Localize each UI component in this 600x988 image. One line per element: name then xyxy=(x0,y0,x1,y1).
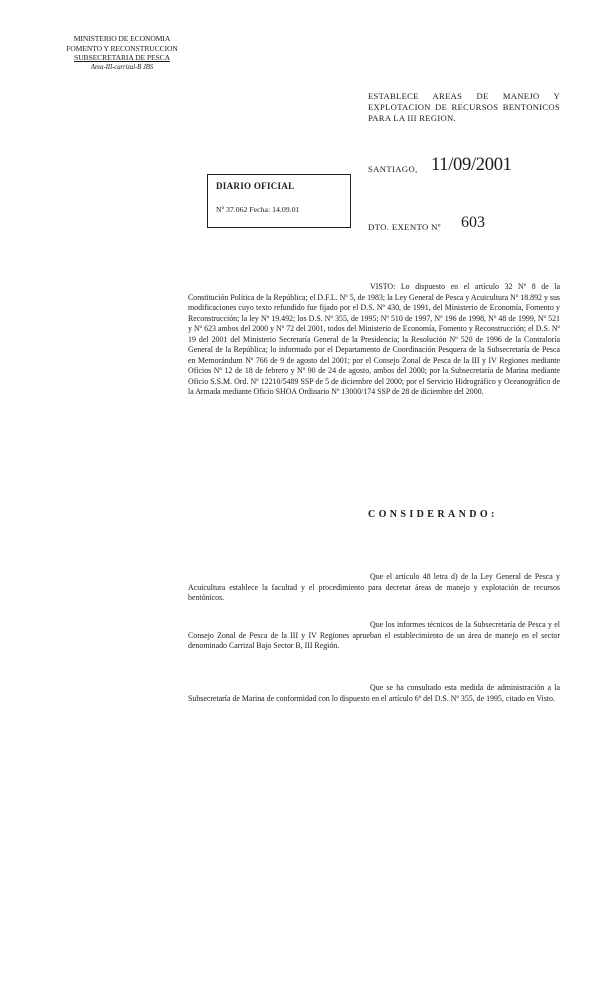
diario-oficial-info: Nº 37.062 Fecha: 14.09.01 xyxy=(216,205,300,214)
considerando-text-2: Que los informes técnicos de la Subsecretaría de Pesca y el Consejo Zonal de Pesca de la III y IV Regiones aprueban el establecimiento de un área de manejo en el sector denominado Carrizal Bajo Sector B, III Región. xyxy=(188,620,560,651)
diario-oficial-title: DIARIO OFICIAL xyxy=(216,181,295,191)
visto-paragraph xyxy=(188,282,560,398)
decree-subject: ESTABLECE AREAS DE MANEJO Y EXPLOTACION DE RECURSOS BENTONICOS PARA LA III REGION. xyxy=(368,91,560,123)
reference-code: Area-III-carrizal-B JBS xyxy=(90,63,154,71)
considerando-paragraph-1 xyxy=(188,572,560,604)
dto-exento-label: DTO. EXENTO Nº xyxy=(368,222,441,232)
place-label: SANTIAGO, xyxy=(368,164,418,174)
considerando-text-3: Que se ha consultado esta medida de administración a la Subsecretaría de Marina de conformidad con lo dispuesto en el artículo 6º del D.S. Nº 355, de 1995, citado en Visto. xyxy=(188,683,560,703)
considerando-paragraph-2 xyxy=(188,620,560,652)
ministry-header xyxy=(52,34,192,72)
ministry-subname: FOMENTO Y RECONSTRUCCION xyxy=(66,43,178,53)
considerando-text-1: Que el artículo 48 letra d) de la Ley General de Pesca y Acuicultura establece la facultad y el procedimiento para decretar áreas de manejo y explotación de recursos bentónicos. xyxy=(188,572,560,603)
dto-exento-number: 603 xyxy=(461,214,485,231)
ministry-name: MINISTERIO DE ECONOMIA xyxy=(73,34,171,43)
considerando-paragraph-3 xyxy=(188,683,560,704)
subsecretaria-name: SUBSECRETARIA DE PESCA xyxy=(74,53,170,63)
visto-text: VISTO: Lo dispuesto en el artículo 32 Nº 8 de la Constitución Política de la República; el D.F.L. Nº 5, de 1983; la Ley General de Pesca y Acuicultura Nº 18.892 y sus modificaciones cuyo texto refundido fue fijado por el D.S. Nº 430, de 1991, del Ministerio de Economía, Fomento y Reconstrucción; la ley Nº 19.492; los D.S. Nº 355, de 1995; Nº 510 de 1997, Nº 196 de 1998, Nº 48 de 1999, Nº 521 y Nº 623 ambos del 2000 y Nº 72 del 2001, todos del Ministerio de Economía, Fomento y Reconstrucción; el D.S. Nº 19 del 2001 del Ministerio Secretaría General de la Presidencia; la Resolución Nº 520 de 1996 de la Contraloría General de la República; lo informado por el Departamento de Coordinación Pesquera de la Subsecretaría de Pesca en Memorándum Nº 766 de 9 de agosto del 2001; por el Consejo Zonal de Pesca de la III y IV Regiones mediante Oficios Nº 12 de 18 de febrero y Nº 90 de 24 de agosto, ambos del 2000; por la Subsecretaría de Marina mediante Oficio S.S.M. Ord. Nº 12210/5489 SSP de 5 de diciembre del 2000; por el Servicio Hidrográfico y Oceanográfico de la Armada mediante Oficio SHOA Ordinario Nº 13000/174 SSP de 28 de diciembre del 2000. xyxy=(188,282,560,397)
decree-date: 11/09/2001 xyxy=(431,155,512,175)
diario-oficial-box xyxy=(207,174,351,228)
considerando-heading: CONSIDERANDO: xyxy=(368,509,498,520)
